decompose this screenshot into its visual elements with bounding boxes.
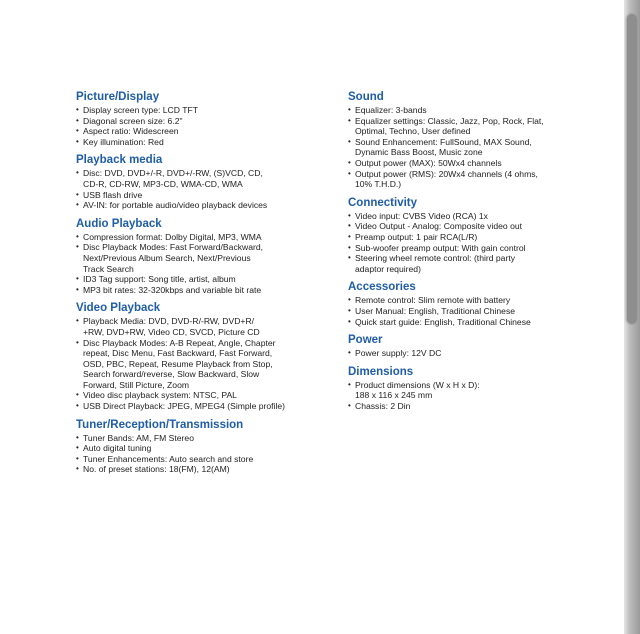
spec-text: • Key illumination: Red: [83, 136, 164, 147]
spec-text: • Product dimensions (W x H x D):: [355, 379, 480, 390]
section-connectivity: [348, 196, 588, 275]
spec-item: [76, 401, 342, 412]
spec-text: • User Manual: English, Traditional Chinese: [355, 305, 516, 316]
spec-text: • Output power (MAX): 50Wx4 channels: [355, 157, 502, 168]
spec-text: • Tuner Bands: AM, FM Stereo: [83, 432, 194, 443]
spec-item: [76, 274, 342, 285]
spec-text: +RW, DVD+RW, Video CD, SVCD, Picture CD: [83, 326, 260, 337]
left-column: [76, 90, 342, 481]
section-picture-display: [76, 90, 342, 147]
spec-item: [348, 158, 588, 169]
spec-text: • USB Direct Playback: JPEG, MPEG4 (Simple profile): [83, 401, 286, 412]
section-video-playback: [76, 301, 342, 411]
spec-text: • Sub-woofer preamp output: With gain control: [355, 242, 526, 253]
spec-text: • Video Output - Analog: Composite video out: [355, 221, 523, 232]
spec-text: Dynamic Bass Boost, Music zone: [355, 147, 483, 158]
spec-item: [348, 295, 588, 306]
spec-item: [76, 126, 342, 137]
spec-item: [76, 242, 342, 274]
spec-text: Search forward/reverse, Slow Backward, Slow: [83, 369, 260, 380]
spec-text: • Aspect ratio: Widescreen: [83, 126, 179, 137]
section-heading: Sound: [348, 91, 384, 103]
section-playback-media: [76, 153, 342, 210]
spec-item: [76, 232, 342, 243]
side-panel-edge: [624, 0, 640, 634]
spec-text: adaptor required): [355, 263, 421, 274]
spec-text: • Chassis: 2 Din: [355, 400, 411, 411]
spec-text: CD-R, CD-RW, MP3-CD, WMA-CD, WMA: [83, 178, 243, 189]
section-dimensions: [348, 365, 588, 412]
spec-item: [76, 105, 342, 116]
scrollbar-thumb[interactable]: [627, 14, 637, 324]
spec-text: • AV-IN: for portable audio/video playback devices: [83, 200, 268, 211]
spec-text: • No. of preset stations: 18(FM), 12(AM): [83, 464, 230, 475]
spec-item: [348, 116, 588, 137]
spec-item: [76, 190, 342, 201]
spec-text: • Diagonal screen size: 6.2": [83, 115, 183, 126]
spec-item: [76, 200, 342, 211]
spec-text: • Playback Media: DVD, DVD-R/-RW, DVD+R/: [83, 316, 255, 327]
spec-list: [348, 105, 588, 190]
spec-item: [348, 243, 588, 254]
section-accessories: [348, 280, 588, 327]
section-heading: Connectivity: [348, 196, 418, 209]
spec-list: [348, 211, 588, 275]
spec-text: • Quick start guide: English, Traditional Chinese: [355, 316, 531, 327]
section-audio-playback: [76, 217, 342, 296]
spec-item: [76, 316, 342, 337]
spec-item: [76, 464, 342, 475]
spec-text: • Disc Playback Modes: Fast Forward/Backward,: [83, 242, 264, 253]
spec-list: [348, 380, 588, 412]
spec-item: [76, 338, 342, 391]
spec-list: [76, 168, 342, 210]
spec-list: [76, 232, 342, 296]
spec-text: • Output power (RMS): 20Wx4 channels (4 ohms,: [355, 168, 538, 179]
spec-item: [76, 390, 342, 401]
spec-item: [348, 211, 588, 222]
spec-text: 188 x 116 x 245 mm: [355, 390, 433, 401]
section-heading: Audio Playback: [76, 217, 162, 230]
section-heading: Playback media: [76, 154, 163, 167]
spec-text: • Auto digital tuning: [83, 443, 152, 454]
section-heading: Video Playback: [76, 302, 161, 315]
section-sound: [348, 90, 588, 190]
spec-text: • Steering wheel remote control: (third party: [355, 253, 516, 264]
spec-text: • MP3 bit rates: 32-320kbps and variable bit rate: [83, 284, 262, 295]
spec-text: • USB flash drive: [83, 189, 143, 200]
spec-item: [76, 116, 342, 127]
spec-text: Next/Previous Album Search, Next/Previous: [83, 252, 251, 263]
section-tuner-reception-transmission: [76, 418, 342, 475]
spec-item: [348, 306, 588, 317]
spec-text: • Video disc playback system: NTSC, PAL: [83, 390, 237, 401]
spec-text: • Disc: DVD, DVD+/-R, DVD+/-RW, (S)VCD, CD,: [83, 168, 263, 179]
spec-text: repeat, Disc Menu, Fast Backward, Fast Forward,: [83, 348, 273, 359]
spec-text: • Video input: CVBS Video (RCA) 1x: [355, 210, 488, 221]
spec-item: [76, 433, 342, 444]
spec-item: [348, 169, 588, 190]
spec-item: [348, 401, 588, 412]
spec-text: 10% T.H.D.): [355, 179, 402, 190]
spec-text: • Equalizer: 3-bands: [355, 105, 427, 115]
spec-text: Track Search: [83, 263, 134, 274]
spec-item: [76, 285, 342, 296]
spec-list: [348, 348, 588, 359]
spec-item: [348, 348, 588, 359]
section-heading: Dimensions: [348, 365, 414, 378]
spec-text: • Display screen type: LCD TFT: [83, 105, 198, 115]
spec-item: [348, 105, 588, 116]
spec-text: Forward, Still Picture, Zoom: [83, 379, 190, 390]
spec-text: • Disc Playback Modes: A-B Repeat, Angle, Chapter: [83, 337, 276, 348]
section-heading: Tuner/Reception/Transmission: [76, 418, 244, 431]
spec-item: [348, 380, 588, 401]
spec-item: [76, 454, 342, 465]
right-column: [348, 90, 588, 417]
spec-list: [76, 433, 342, 475]
spec-text: • Sound Enhancement: FullSound, MAX Sound,: [355, 136, 532, 147]
spec-text: Optimal, Techno, User defined: [355, 126, 471, 137]
spec-item: [76, 137, 342, 148]
spec-text: • Preamp output: 1 pair RCA(L/R): [355, 231, 478, 242]
spec-text: • ID3 Tag support: Song title, artist, album: [83, 274, 236, 285]
spec-list: [76, 316, 342, 411]
spec-text: OSD, PBC, Repeat, Resume Playback from Stop,: [83, 358, 273, 369]
spec-item: [348, 221, 588, 232]
spec-text: • Power supply: 12V DC: [355, 348, 442, 359]
spec-text: • Equalizer settings: Classic, Jazz, Pop, Rock, Flat,: [355, 115, 544, 126]
spec-item: [348, 253, 588, 274]
spec-list: [348, 295, 588, 327]
section-heading: Power: [348, 334, 383, 347]
spec-text: • Tuner Enhancements: Auto search and store: [83, 453, 254, 464]
spec-item: [348, 137, 588, 158]
spec-text: • Compression format: Dolby Digital, MP3, WMA: [83, 231, 262, 242]
spec-list: [76, 105, 342, 147]
spec-item: [348, 317, 588, 328]
spec-text: • Remote control: Slim remote with battery: [355, 295, 511, 306]
spec-item: [76, 443, 342, 454]
section-heading: Accessories: [348, 281, 416, 294]
section-power: [348, 333, 588, 359]
spec-item: [348, 232, 588, 243]
section-heading: Picture/Display: [76, 91, 160, 103]
spec-item: [76, 168, 342, 189]
